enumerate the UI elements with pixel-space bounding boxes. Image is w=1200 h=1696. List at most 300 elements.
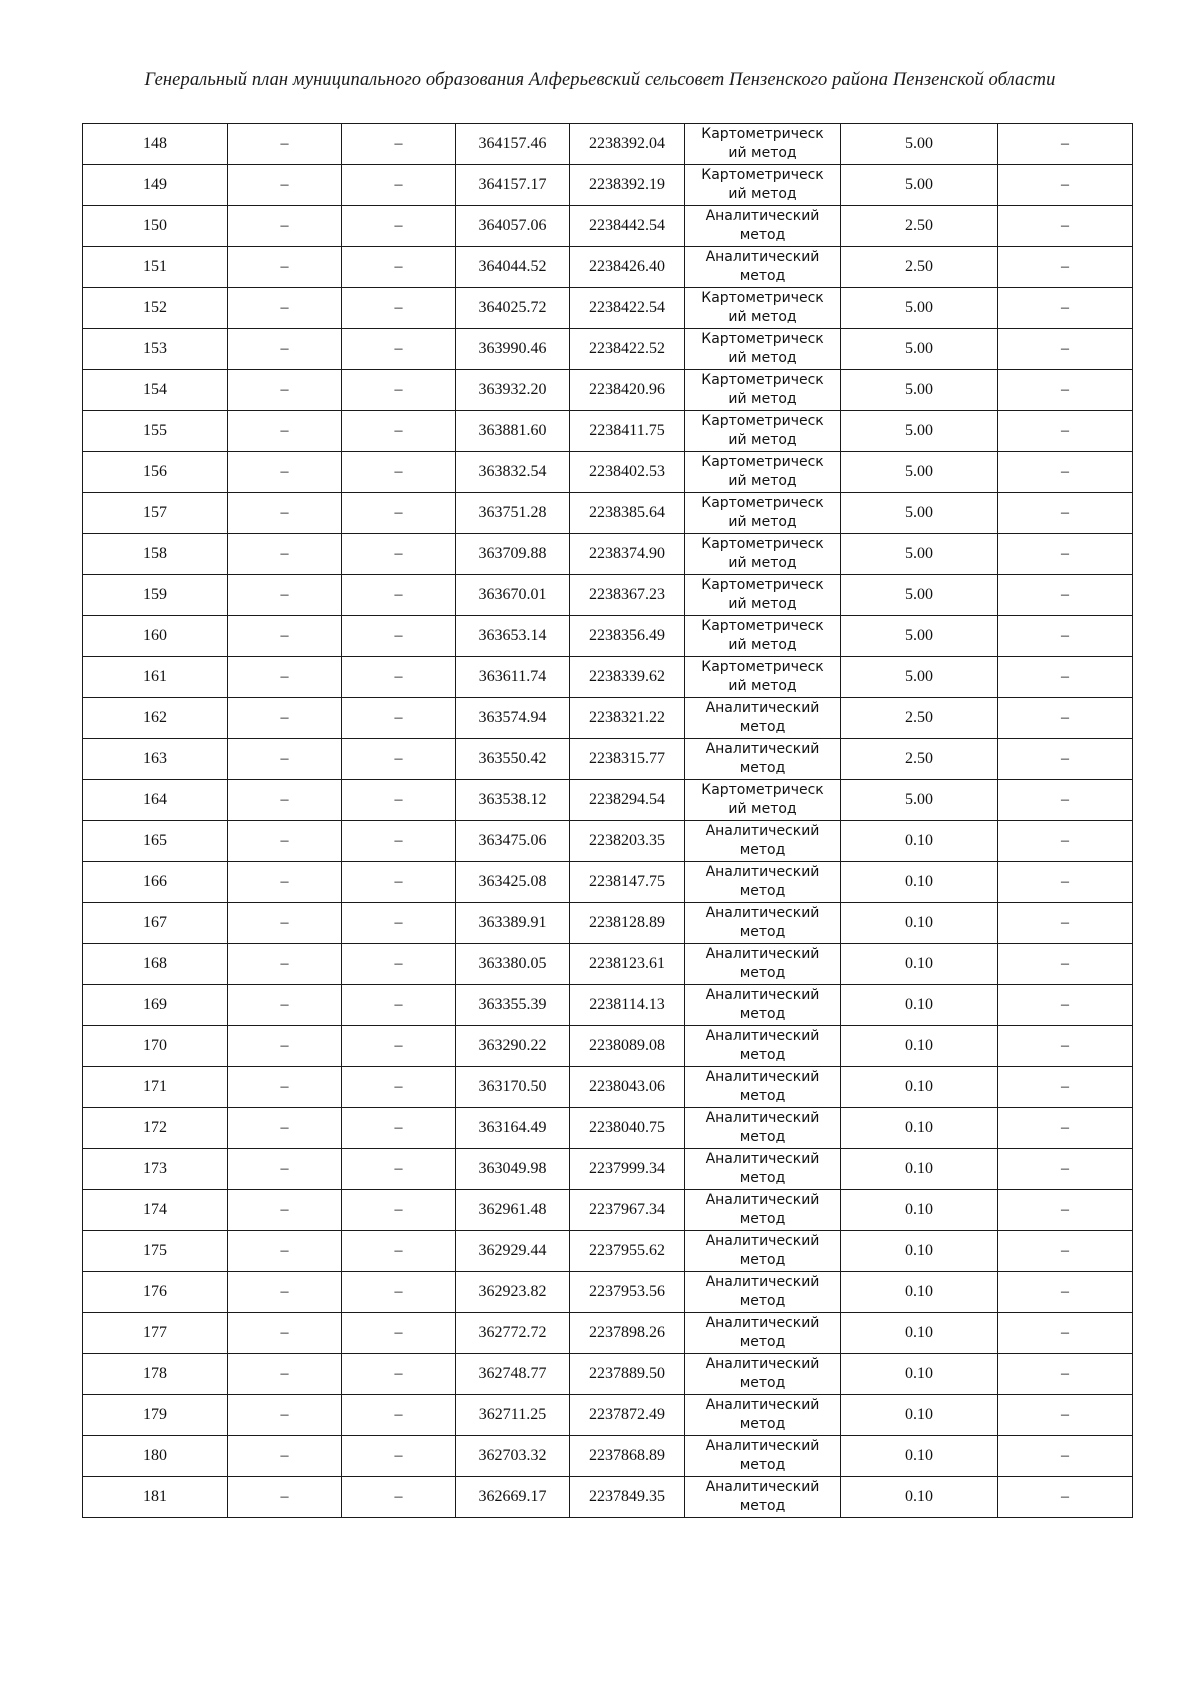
empty-value-cell: – (228, 821, 342, 862)
coordinate-x-cell: 363611.74 (456, 657, 570, 698)
accuracy-cell: 0.10 (841, 1354, 998, 1395)
method-cell (685, 985, 841, 1026)
coordinate-y-cell: 2238040.75 (570, 1108, 685, 1149)
empty-value-cell: – (998, 821, 1133, 862)
empty-value-cell: – (342, 821, 456, 862)
method-line-1: Картометрическ (701, 167, 824, 183)
empty-value-cell: – (998, 452, 1133, 493)
point-number-cell: 176 (83, 1272, 228, 1313)
table-row (83, 903, 1133, 944)
accuracy-cell: 5.00 (841, 452, 998, 493)
coordinate-x-cell: 363932.20 (456, 370, 570, 411)
point-number-cell: 167 (83, 903, 228, 944)
coordinate-x-cell: 362772.72 (456, 1313, 570, 1354)
coordinate-x-cell: 362669.17 (456, 1477, 570, 1518)
empty-value-cell: – (998, 206, 1133, 247)
method-line-1: Картометрическ (701, 577, 824, 593)
coordinate-y-cell: 2238321.22 (570, 698, 685, 739)
empty-value-cell: – (998, 985, 1133, 1026)
coordinate-y-cell: 2238356.49 (570, 616, 685, 657)
accuracy-cell: 2.50 (841, 206, 998, 247)
method-line-2: метод (739, 1170, 786, 1186)
method-line-1: Картометрическ (701, 290, 824, 306)
method-cell (685, 1272, 841, 1313)
coordinates-table (82, 123, 1133, 1518)
method-line-2: ий метод (728, 186, 797, 202)
coordinate-x-cell: 363832.54 (456, 452, 570, 493)
empty-value-cell: – (998, 739, 1133, 780)
method-cell (685, 1231, 841, 1272)
coordinate-y-cell: 2238315.77 (570, 739, 685, 780)
method-cell (685, 493, 841, 534)
method-cell (685, 575, 841, 616)
empty-value-cell: – (342, 1067, 456, 1108)
point-number-cell: 148 (83, 124, 228, 165)
table-row (83, 1436, 1133, 1477)
empty-value-cell: – (342, 411, 456, 452)
empty-value-cell: – (228, 1108, 342, 1149)
accuracy-cell: 2.50 (841, 739, 998, 780)
coordinate-x-cell: 363653.14 (456, 616, 570, 657)
empty-value-cell: – (998, 165, 1133, 206)
accuracy-cell: 5.00 (841, 370, 998, 411)
table-row (83, 411, 1133, 452)
empty-value-cell: – (342, 1354, 456, 1395)
method-cell (685, 452, 841, 493)
table-row (83, 1272, 1133, 1313)
point-number-cell: 171 (83, 1067, 228, 1108)
empty-value-cell: – (228, 903, 342, 944)
empty-value-cell: – (342, 206, 456, 247)
method-cell (685, 1067, 841, 1108)
empty-value-cell: – (998, 493, 1133, 534)
table-row (83, 575, 1133, 616)
coordinate-x-cell: 363170.50 (456, 1067, 570, 1108)
table-row (83, 657, 1133, 698)
empty-value-cell: – (342, 165, 456, 206)
coordinate-x-cell: 364025.72 (456, 288, 570, 329)
empty-value-cell: – (998, 862, 1133, 903)
method-cell (685, 1149, 841, 1190)
accuracy-cell: 0.10 (841, 862, 998, 903)
method-line-1: Аналитический (705, 1315, 820, 1331)
empty-value-cell: – (342, 1190, 456, 1231)
empty-value-cell: – (228, 944, 342, 985)
empty-value-cell: – (342, 1026, 456, 1067)
accuracy-cell: 0.10 (841, 1436, 998, 1477)
coordinate-x-cell: 363290.22 (456, 1026, 570, 1067)
coordinate-y-cell: 2238294.54 (570, 780, 685, 821)
empty-value-cell: – (228, 124, 342, 165)
empty-value-cell: – (342, 329, 456, 370)
empty-value-cell: – (342, 534, 456, 575)
empty-value-cell: – (228, 1272, 342, 1313)
method-cell (685, 165, 841, 206)
empty-value-cell: – (998, 903, 1133, 944)
accuracy-cell: 0.10 (841, 1190, 998, 1231)
coordinate-y-cell: 2238374.90 (570, 534, 685, 575)
point-number-cell: 173 (83, 1149, 228, 1190)
accuracy-cell: 0.10 (841, 985, 998, 1026)
method-line-2: метод (739, 1006, 786, 1022)
point-number-cell: 161 (83, 657, 228, 698)
coordinate-y-cell: 2237967.34 (570, 1190, 685, 1231)
method-cell (685, 1395, 841, 1436)
method-line-2: метод (739, 1088, 786, 1104)
empty-value-cell: – (998, 370, 1133, 411)
method-cell (685, 616, 841, 657)
empty-value-cell: – (342, 985, 456, 1026)
coordinate-y-cell: 2237999.34 (570, 1149, 685, 1190)
accuracy-cell: 5.00 (841, 493, 998, 534)
method-line-2: метод (739, 760, 786, 776)
table-row (83, 247, 1133, 288)
empty-value-cell: – (342, 1395, 456, 1436)
method-line-1: Картометрическ (701, 782, 824, 798)
empty-value-cell: – (342, 1272, 456, 1313)
coordinate-y-cell: 2238128.89 (570, 903, 685, 944)
empty-value-cell: – (998, 1395, 1133, 1436)
accuracy-cell: 5.00 (841, 411, 998, 452)
coordinate-x-cell: 363380.05 (456, 944, 570, 985)
accuracy-cell: 0.10 (841, 1067, 998, 1108)
table-row (83, 452, 1133, 493)
empty-value-cell: – (998, 329, 1133, 370)
method-line-1: Картометрическ (701, 659, 824, 675)
method-line-2: метод (739, 1375, 786, 1391)
method-cell (685, 1436, 841, 1477)
coordinate-y-cell: 2238114.13 (570, 985, 685, 1026)
table-row (83, 1477, 1133, 1518)
table-row (83, 944, 1133, 985)
empty-value-cell: – (228, 329, 342, 370)
coordinate-x-cell: 363751.28 (456, 493, 570, 534)
method-line-2: ий метод (728, 596, 797, 612)
coordinate-x-cell: 363389.91 (456, 903, 570, 944)
empty-value-cell: – (998, 1026, 1133, 1067)
accuracy-cell: 0.10 (841, 1313, 998, 1354)
empty-value-cell: – (342, 575, 456, 616)
method-cell (685, 534, 841, 575)
point-number-cell: 169 (83, 985, 228, 1026)
empty-value-cell: – (998, 411, 1133, 452)
method-line-1: Аналитический (705, 1397, 820, 1413)
coordinate-x-cell: 364157.17 (456, 165, 570, 206)
point-number-cell: 164 (83, 780, 228, 821)
empty-value-cell: – (342, 903, 456, 944)
accuracy-cell: 5.00 (841, 534, 998, 575)
empty-value-cell: – (998, 124, 1133, 165)
point-number-cell: 152 (83, 288, 228, 329)
coordinate-x-cell: 363574.94 (456, 698, 570, 739)
accuracy-cell: 5.00 (841, 165, 998, 206)
empty-value-cell: – (228, 411, 342, 452)
coordinate-y-cell: 2237889.50 (570, 1354, 685, 1395)
table-row (83, 124, 1133, 165)
table-row (83, 1026, 1133, 1067)
method-line-1: Аналитический (705, 1356, 820, 1372)
method-cell (685, 370, 841, 411)
accuracy-cell: 0.10 (841, 903, 998, 944)
empty-value-cell: – (342, 1149, 456, 1190)
empty-value-cell: – (228, 698, 342, 739)
method-line-2: ий метод (728, 432, 797, 448)
table-row (83, 1313, 1133, 1354)
empty-value-cell: – (228, 1313, 342, 1354)
method-line-1: Картометрическ (701, 126, 824, 142)
coordinate-y-cell: 2238392.19 (570, 165, 685, 206)
point-number-cell: 154 (83, 370, 228, 411)
accuracy-cell: 0.10 (841, 1026, 998, 1067)
method-line-1: Аналитический (705, 1069, 820, 1085)
accuracy-cell: 5.00 (841, 780, 998, 821)
table-row (83, 1108, 1133, 1149)
accuracy-cell: 5.00 (841, 124, 998, 165)
table-row (83, 616, 1133, 657)
method-cell (685, 698, 841, 739)
coordinate-y-cell: 2238147.75 (570, 862, 685, 903)
point-number-cell: 155 (83, 411, 228, 452)
point-number-cell: 165 (83, 821, 228, 862)
empty-value-cell: – (342, 124, 456, 165)
method-line-2: ий метод (728, 391, 797, 407)
table-row (83, 288, 1133, 329)
method-cell (685, 1477, 841, 1518)
point-number-cell: 153 (83, 329, 228, 370)
method-cell (685, 780, 841, 821)
point-number-cell: 157 (83, 493, 228, 534)
empty-value-cell: – (998, 288, 1133, 329)
method-line-2: метод (739, 1457, 786, 1473)
empty-value-cell: – (228, 1067, 342, 1108)
empty-value-cell: – (998, 616, 1133, 657)
table-row (83, 821, 1133, 862)
method-line-1: Аналитический (705, 946, 820, 962)
method-line-1: Аналитический (705, 249, 820, 265)
table-row (83, 739, 1133, 780)
empty-value-cell: – (998, 698, 1133, 739)
point-number-cell: 166 (83, 862, 228, 903)
empty-value-cell: – (342, 1436, 456, 1477)
accuracy-cell: 5.00 (841, 575, 998, 616)
method-cell (685, 657, 841, 698)
empty-value-cell: – (998, 1272, 1133, 1313)
coordinate-x-cell: 363881.60 (456, 411, 570, 452)
empty-value-cell: – (228, 1395, 342, 1436)
empty-value-cell: – (342, 1313, 456, 1354)
point-number-cell: 158 (83, 534, 228, 575)
method-line-2: ий метод (728, 309, 797, 325)
empty-value-cell: – (998, 1067, 1133, 1108)
point-number-cell: 160 (83, 616, 228, 657)
method-line-2: ий метод (728, 637, 797, 653)
coordinate-y-cell: 2238123.61 (570, 944, 685, 985)
method-line-2: ий метод (728, 555, 797, 571)
coordinate-x-cell: 363670.01 (456, 575, 570, 616)
accuracy-cell: 0.10 (841, 944, 998, 985)
empty-value-cell: – (228, 1477, 342, 1518)
empty-value-cell: – (228, 1149, 342, 1190)
point-number-cell: 163 (83, 739, 228, 780)
coordinate-y-cell: 2238426.40 (570, 247, 685, 288)
empty-value-cell: – (228, 206, 342, 247)
empty-value-cell: – (228, 1354, 342, 1395)
method-cell (685, 288, 841, 329)
method-line-1: Аналитический (705, 1110, 820, 1126)
method-cell (685, 247, 841, 288)
coordinate-x-cell: 362929.44 (456, 1231, 570, 1272)
empty-value-cell: – (228, 1190, 342, 1231)
point-number-cell: 149 (83, 165, 228, 206)
coordinate-x-cell: 363475.06 (456, 821, 570, 862)
empty-value-cell: – (342, 944, 456, 985)
table-row (83, 1067, 1133, 1108)
empty-value-cell: – (998, 247, 1133, 288)
empty-value-cell: – (342, 247, 456, 288)
point-number-cell: 179 (83, 1395, 228, 1436)
method-line-2: ий метод (728, 473, 797, 489)
coordinate-x-cell: 363425.08 (456, 862, 570, 903)
table-row (83, 1149, 1133, 1190)
coordinate-y-cell: 2238089.08 (570, 1026, 685, 1067)
table-row (83, 780, 1133, 821)
empty-value-cell: – (342, 370, 456, 411)
method-line-2: ий метод (728, 678, 797, 694)
method-cell (685, 1026, 841, 1067)
accuracy-cell: 5.00 (841, 616, 998, 657)
accuracy-cell: 0.10 (841, 821, 998, 862)
coordinate-y-cell: 2238367.23 (570, 575, 685, 616)
accuracy-cell: 0.10 (841, 1149, 998, 1190)
coordinate-y-cell: 2238402.53 (570, 452, 685, 493)
coordinate-x-cell: 362711.25 (456, 1395, 570, 1436)
empty-value-cell: – (228, 575, 342, 616)
accuracy-cell: 2.50 (841, 247, 998, 288)
point-number-cell: 168 (83, 944, 228, 985)
table-row (83, 862, 1133, 903)
empty-value-cell: – (228, 247, 342, 288)
point-number-cell: 172 (83, 1108, 228, 1149)
method-line-2: ий метод (728, 145, 797, 161)
accuracy-cell: 0.10 (841, 1272, 998, 1313)
method-line-1: Аналитический (705, 1438, 820, 1454)
method-line-1: Картометрическ (701, 454, 824, 470)
coordinate-x-cell: 362923.82 (456, 1272, 570, 1313)
empty-value-cell: – (228, 165, 342, 206)
table-row (83, 206, 1133, 247)
empty-value-cell: – (342, 657, 456, 698)
coordinate-x-cell: 364057.06 (456, 206, 570, 247)
point-number-cell: 159 (83, 575, 228, 616)
empty-value-cell: – (342, 862, 456, 903)
accuracy-cell: 5.00 (841, 657, 998, 698)
method-cell (685, 329, 841, 370)
coordinate-x-cell: 363164.49 (456, 1108, 570, 1149)
table-row (83, 1190, 1133, 1231)
empty-value-cell: – (342, 1231, 456, 1272)
empty-value-cell: – (342, 1477, 456, 1518)
coordinate-y-cell: 2237872.49 (570, 1395, 685, 1436)
method-line-2: метод (739, 842, 786, 858)
coordinate-x-cell: 362961.48 (456, 1190, 570, 1231)
accuracy-cell: 0.10 (841, 1477, 998, 1518)
method-line-1: Аналитический (705, 864, 820, 880)
accuracy-cell: 5.00 (841, 288, 998, 329)
empty-value-cell: – (228, 657, 342, 698)
empty-value-cell: – (342, 616, 456, 657)
empty-value-cell: – (228, 985, 342, 1026)
coordinate-y-cell: 2238043.06 (570, 1067, 685, 1108)
method-line-2: метод (739, 1129, 786, 1145)
coordinate-y-cell: 2237868.89 (570, 1436, 685, 1477)
empty-value-cell: – (998, 944, 1133, 985)
method-line-2: метод (739, 1047, 786, 1063)
coordinate-y-cell: 2238420.96 (570, 370, 685, 411)
point-number-cell: 177 (83, 1313, 228, 1354)
accuracy-cell: 0.10 (841, 1395, 998, 1436)
coordinate-y-cell: 2237849.35 (570, 1477, 685, 1518)
method-line-2: метод (739, 227, 786, 243)
empty-value-cell: – (228, 534, 342, 575)
empty-value-cell: – (342, 1108, 456, 1149)
table-row (83, 698, 1133, 739)
method-line-1: Аналитический (705, 987, 820, 1003)
coordinate-y-cell: 2238442.54 (570, 206, 685, 247)
coordinate-x-cell: 363049.98 (456, 1149, 570, 1190)
method-cell (685, 739, 841, 780)
method-line-2: ий метод (728, 350, 797, 366)
table-row (83, 1231, 1133, 1272)
empty-value-cell: – (998, 1436, 1133, 1477)
method-line-1: Аналитический (705, 1233, 820, 1249)
empty-value-cell: – (228, 616, 342, 657)
method-cell (685, 124, 841, 165)
coordinate-x-cell: 362748.77 (456, 1354, 570, 1395)
coordinate-y-cell: 2237898.26 (570, 1313, 685, 1354)
table-row (83, 165, 1133, 206)
method-cell (685, 862, 841, 903)
accuracy-cell: 2.50 (841, 698, 998, 739)
empty-value-cell: – (998, 1231, 1133, 1272)
empty-value-cell: – (342, 288, 456, 329)
coordinate-x-cell: 363538.12 (456, 780, 570, 821)
method-line-2: метод (739, 1334, 786, 1350)
method-line-2: метод (739, 719, 786, 735)
method-cell (685, 1354, 841, 1395)
method-line-1: Картометрическ (701, 372, 824, 388)
method-cell (685, 411, 841, 452)
accuracy-cell: 0.10 (841, 1231, 998, 1272)
empty-value-cell: – (998, 1149, 1133, 1190)
method-line-1: Картометрическ (701, 536, 824, 552)
empty-value-cell: – (998, 534, 1133, 575)
coordinate-y-cell: 2238392.04 (570, 124, 685, 165)
empty-value-cell: – (342, 452, 456, 493)
point-number-cell: 174 (83, 1190, 228, 1231)
coordinate-x-cell: 363550.42 (456, 739, 570, 780)
coordinate-y-cell: 2238422.54 (570, 288, 685, 329)
empty-value-cell: – (998, 657, 1133, 698)
coordinate-x-cell: 364044.52 (456, 247, 570, 288)
method-line-1: Аналитический (705, 1151, 820, 1167)
method-cell (685, 944, 841, 985)
empty-value-cell: – (342, 493, 456, 534)
method-line-1: Аналитический (705, 1192, 820, 1208)
coordinate-x-cell: 363990.46 (456, 329, 570, 370)
coordinate-y-cell: 2238422.52 (570, 329, 685, 370)
method-line-2: метод (739, 924, 786, 940)
table-row (83, 370, 1133, 411)
